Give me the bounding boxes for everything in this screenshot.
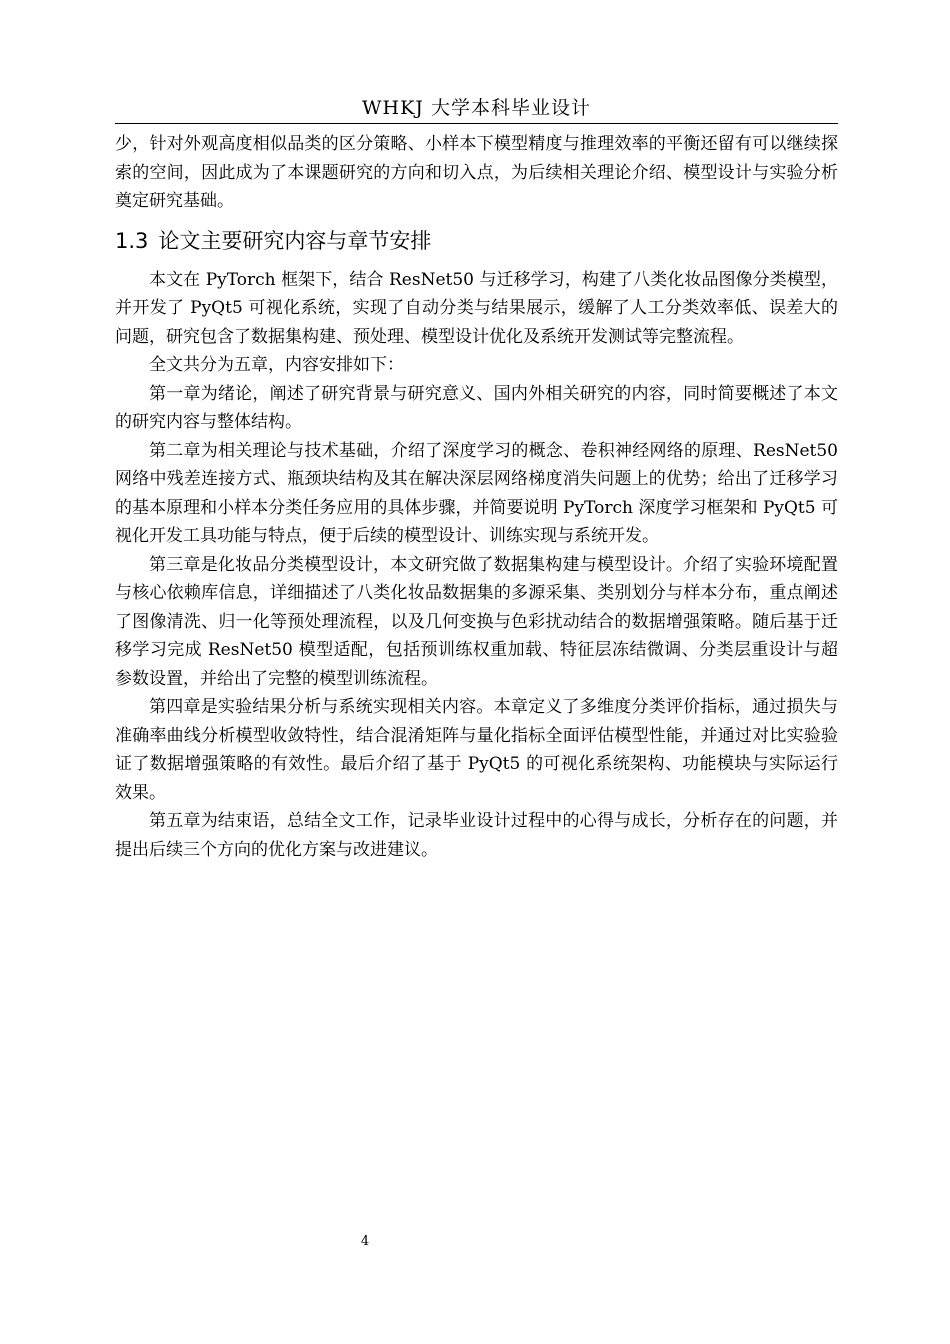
paragraph-intro: 本文在 PyTorch 框架下，结合 ResNet50 与迁移学习，构建了八类化妆品图像分类模型，并开发了 PyQt5 可视化系统，实现了自动分类与结果展示，缓解了人工分类效率低、误差大的问题，研究包含了数据集构建、预处理、模型设计优化及系统开发测试等完整流程。	[115, 269, 838, 347]
header-rule	[115, 123, 838, 124]
paragraph-chapter-5: 第五章为结束语，总结全文工作，记录毕业设计过程中的心得与成长，分析存在的问题，并提出后续三个方向的优化方案与改进建议。	[115, 811, 838, 860]
section-title: 论文主要研究内容与章节安排	[158, 228, 432, 253]
paragraph-chapter-2: 第二章为相关理论与技术基础，介绍了深度学习的概念、卷积神经网络的原理、ResNet50 网络中残差连接方式、瓶颈块结构及其在解决深层网络梯度消失问题上的优势；给出了迁移学习的基本原理和小样本分类任务应用的具体步骤，并简要说明 PyTorch 深度学习框架和 PyQt5 可视化开发工具功能与特点，便于后续的模型设计、训练实现与系统开发。	[115, 440, 838, 546]
section-heading	[115, 226, 838, 256]
page-number: 4	[360, 1234, 370, 1249]
running-header: WHKJ 大学本科毕业设计	[362, 97, 591, 119]
body-content	[115, 130, 838, 864]
section-number: 1.3	[115, 228, 149, 253]
paragraph-chapter-4: 第四章是实验结果分析与系统实现相关内容。本章定义了多维度分类评价指标，通过损失与准确率曲线分析模型收敛特性，结合混淆矩阵与量化指标全面评估模型性能，并通过对比实验验证了数据增强策略的有效性。最后介绍了基于 PyQt5 的可视化系统架构、功能模块与实际运行效果。	[115, 697, 838, 803]
continuation-paragraph: 少，针对外观高度相似品类的区分策略、小样本下模型精度与推理效率的平衡还留有可以继续探索的空间，因此成为了本课题研究的方向和切入点，为后续相关理论介绍、模型设计与实验分析奠定研究基础。	[115, 134, 838, 211]
paragraph-chapter-3: 第三章是化妆品分类模型设计，本文研究做了数据集构建与模型设计。介绍了实验环境配置与核心依赖库信息，详细描述了八类化妆品数据集的多源采集、类别划分与样本分布，重点阐述了图像清洗、归一化等预处理流程，以及几何变换与色彩扰动结合的数据增强策略。随后基于迁移学习完成 ResNet50 模型适配，包括预训练权重加载、特征层冻结微调、分类层重设计与超参数设置，并给出了完整的模型训练流程。	[115, 554, 838, 689]
paragraph-structure-overview: 全文共分为五章，内容安排如下：	[149, 355, 404, 375]
paragraph-chapter-1: 第一章为绪论，阐述了研究背景与研究意义、国内外相关研究的内容，同时简要概述了本文的研究内容与整体结构。	[115, 383, 838, 432]
